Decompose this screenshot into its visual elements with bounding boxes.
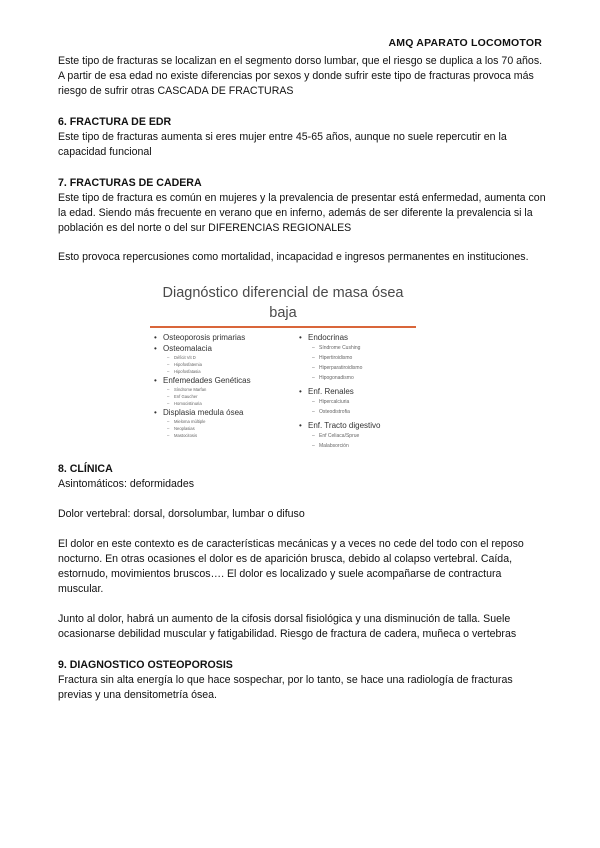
figure-right-column: [299, 332, 419, 454]
figure-right-subitem: – Osteodistrofia: [299, 407, 419, 417]
intro-paragraph: Este tipo de fracturas se localizan en el segmento dorso lumbar, que el riesgo se duplica a los 70 años. A partir de esa edad no existe diferencias por sexos y donde sufrir este tipo de fracturas provoca más riesgo de sufrir otras CASCADA DE FRACTURAS: [58, 55, 543, 97]
differential-diagnosis-figure: [148, 282, 418, 454]
figure-left-subitem: – Hipofosfatasia: [154, 368, 294, 375]
section-8-text-1: Asintomáticos: deformidades: [58, 478, 195, 490]
figure-right-subitem: – Hipertiroidismo: [299, 353, 419, 363]
figure-right-subitem: – Enf Celiaca/Sprue: [299, 431, 419, 441]
figure-right-subitem: – Hiperparatiroidismo: [299, 363, 419, 373]
figure-left-subitem: – Síndrome Marfan: [154, 386, 294, 393]
figure-right-subitem: – Síndrome Cushing: [299, 343, 419, 353]
figure-title-line-2: baja: [269, 305, 297, 321]
figure-left-subitem: – Mastocitosis: [154, 432, 294, 439]
figure-left-subitem: – Neoplasias: [154, 425, 294, 432]
figure-right-item: • Endocrinas: [299, 332, 419, 343]
page-header: AMQ APARATO LOCOMOTOR: [388, 37, 542, 49]
figure-right-item: • Enf. Renales: [299, 386, 419, 397]
section-7-text-2: Esto provoca repercusiones como mortalidad, incapacidad e ingresos permanentes en instituciones.: [58, 251, 529, 263]
figure-left-column: [154, 332, 294, 439]
figure-divider: [150, 326, 416, 328]
figure-left-subitem: – Enf Gaucher: [154, 393, 294, 400]
figure-right-subitem: – Hipogonadismo: [299, 373, 419, 383]
section-9-text: Fractura sin alta energía lo que hace sospechar, por lo tanto, se hace una radiología de fracturas previas y una densitometría ósea.: [58, 674, 513, 701]
figure-left-item: • Osteoporosis primarias: [154, 332, 294, 343]
figure-right-subitem: – Hipercalciuria: [299, 397, 419, 407]
section-7-heading: 7. FRACTURAS DE CADERA: [58, 177, 202, 189]
figure-left-item: • Displasia medula ósea: [154, 407, 294, 418]
figure-title: [148, 282, 418, 323]
section-8-text-2: Dolor vertebral: dorsal, dorsolumbar, lumbar o difuso: [58, 508, 305, 520]
document-body: [58, 54, 546, 703]
figure-left-subitem: – Déficit Vit D: [154, 354, 294, 361]
section-8-text-4: Junto al dolor, habrá un aumento de la cifosis dorsal fisiológica y una disminución de talla. Suele ocasionarse debilidad muscular y fatigabilidad. Riesgo de fractura de cadera, muñeca o vertebras: [58, 613, 517, 640]
figure-title-line-1: Diagnóstico diferencial de masa ósea: [162, 285, 404, 301]
section-8-text-3: El dolor en este contexto es de características mecánicas y a veces no cede del todo con el reposo nocturno. En otras ocasiones el dolor es de aparición brusca, debido al colapso vertebral. Caída, estornudo, movimientos bruscos…. El dolor es localizado y suele acompañarse de contractura muscular.: [58, 538, 524, 595]
figure-left-subitem: – Hipofosfatemia: [154, 361, 294, 368]
figure-left-item: • Osteomalacia: [154, 343, 294, 354]
figure-right-item: • Enf. Tracto digestivo: [299, 420, 419, 431]
figure-right-subitem: – Malabsorción: [299, 441, 419, 451]
section-7-text: Este tipo de fractura es común en mujeres y la prevalencia de presentar está enfermedad, aumenta con la edad. Siendo más frecuente en verano que en inferno, además de ser diferente la prevalencia si la población es del norte o del sur DIFERENCIAS REGIONALES: [58, 192, 546, 234]
section-9-heading: 9. DIAGNOSTICO OSTEOPOROSIS: [58, 659, 233, 671]
section-8-heading: 8. CLÍNICA: [58, 463, 113, 475]
figure-left-subitem: – Homocistinuria: [154, 400, 294, 407]
figure-left-subitem: – Mieloma múltiple: [154, 418, 294, 425]
section-6-heading: 6. FRACTURA DE EDR: [58, 116, 172, 128]
section-6-text: Este tipo de fracturas aumenta si eres mujer entre 45-65 años, aunque no suele repercutir en la capacidad funcional: [58, 131, 507, 158]
figure-left-item: • Enfemedades Genéticas: [154, 375, 294, 386]
